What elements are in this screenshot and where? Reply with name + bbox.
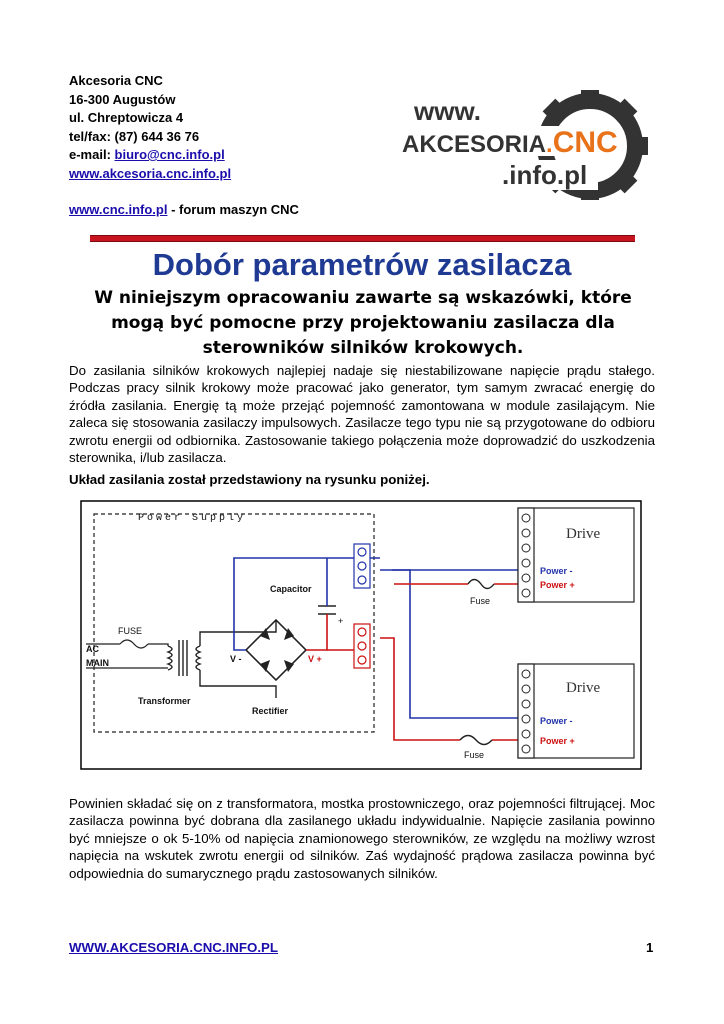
company-website-row	[69, 165, 299, 184]
v-minus-label: V -	[230, 654, 242, 664]
red-terminal-block	[354, 624, 370, 668]
logo-info: .info.pl	[502, 160, 588, 190]
drive1-module	[518, 508, 634, 602]
email-link[interactable]: biuro@cnc.info.pl	[114, 147, 225, 162]
company-name: Akcesoria CNC	[69, 73, 163, 88]
company-phone: tel/fax: (87) 644 36 76	[69, 128, 200, 144]
email-label: e-mail:	[69, 147, 115, 162]
intro-paragraph: Do zasilania silników krokowych najlepiej nadaje się niestabilizowane napięcie prądu stałego. Podczas pracy silnik krokowy może pracować jako generator, tym samym zwracać energię do źródła zasilania. Energię tą może przejąć pojemność zamontowana w module zasilającym. Nie zaleca się stosowania zasilaczy impulsowych. Zasilacze tego typu nie są przygotowane do odbioru zwrotu energii od odbiornika. Zastosowanie takiego połączenia może doprowadzić do uszkodzenia sterownika, i/lub zasilacza.	[69, 363, 655, 466]
drive2-module	[518, 664, 634, 758]
rectifier-label: Rectifier	[252, 706, 289, 716]
body-paragraph: Powinien składać się on z transformatora, mostka prostowniczego, oraz pojemności filtrującej. Moc zasilacza powinna być dobrana dla zasilanego układu indywidualnie. Napięcie zasilania powinno być mniejsze o ok 5-10% od napięcia znamionowego sterowników, ze względu na możliwy wzrost napięcia na wskutek zwrotu energii od silników. Zaś wydajność prądowa zasilacza powinna być odpowiednia do sumarycznego prądu zastosowanych silników.	[69, 796, 655, 881]
page-subtitle: W niniejszym opracowaniu zawarte są wskazówki, które mogą być pomocne przy projektowaniu zasilacza dla sterowników silników krokowych.	[94, 288, 632, 358]
title-divider	[90, 235, 635, 242]
capacitor-plus: +	[338, 616, 344, 626]
power-supply-label: Power Supply	[138, 513, 247, 524]
forum-text: - forum maszyn CNC	[167, 202, 299, 217]
page-number: 1	[646, 940, 654, 955]
fuse1-label: Fuse	[470, 596, 491, 606]
logo	[398, 90, 658, 200]
page-title: Dobór parametrów zasilacza	[152, 247, 572, 282]
figure-caption: Układ zasilania został przedstawiony na rysunku poniżej.	[69, 472, 430, 487]
ac-label-1: AC	[86, 644, 99, 654]
ac-fuse-label: FUSE	[118, 626, 143, 636]
drive2-label: Drive	[566, 680, 601, 696]
drive2-power-plus: Power +	[540, 736, 575, 746]
company-street: ul. Chreptowicza 4	[69, 110, 184, 125]
drive1-label: Drive	[566, 526, 601, 542]
company-header	[69, 72, 299, 220]
forum-row	[69, 201, 299, 220]
ac-label-2: MAIN	[86, 658, 109, 668]
logo-cnc: CNC	[552, 126, 618, 159]
company-city: 16-300 Augustów	[69, 91, 176, 107]
logo-dot: .	[546, 131, 553, 158]
footer-website-link[interactable]: WWW.AKCESORIA.CNC.INFO.PL	[69, 940, 279, 955]
blue-terminal-block	[354, 544, 370, 588]
transformer-label: Transformer	[138, 696, 191, 706]
drive1-power-minus: Power -	[540, 566, 573, 576]
power-supply-diagram	[80, 500, 642, 770]
drive2-power-minus: Power -	[540, 716, 573, 726]
logo-www: www.	[414, 96, 481, 126]
company-email-row	[69, 146, 299, 165]
v-plus-label: V +	[308, 654, 322, 664]
forum-link[interactable]: www.cnc.info.pl	[69, 202, 168, 217]
logo-akcesoria: AKCESORIA	[402, 131, 547, 158]
drive1-power-plus: Power +	[540, 580, 575, 590]
fuse2-label: Fuse	[464, 750, 485, 760]
svg-text:AKCESORIA.CNC	[402, 126, 618, 159]
website-link[interactable]: www.akcesoria.cnc.info.pl	[69, 165, 232, 181]
capacitor-label: Capacitor	[270, 584, 312, 594]
